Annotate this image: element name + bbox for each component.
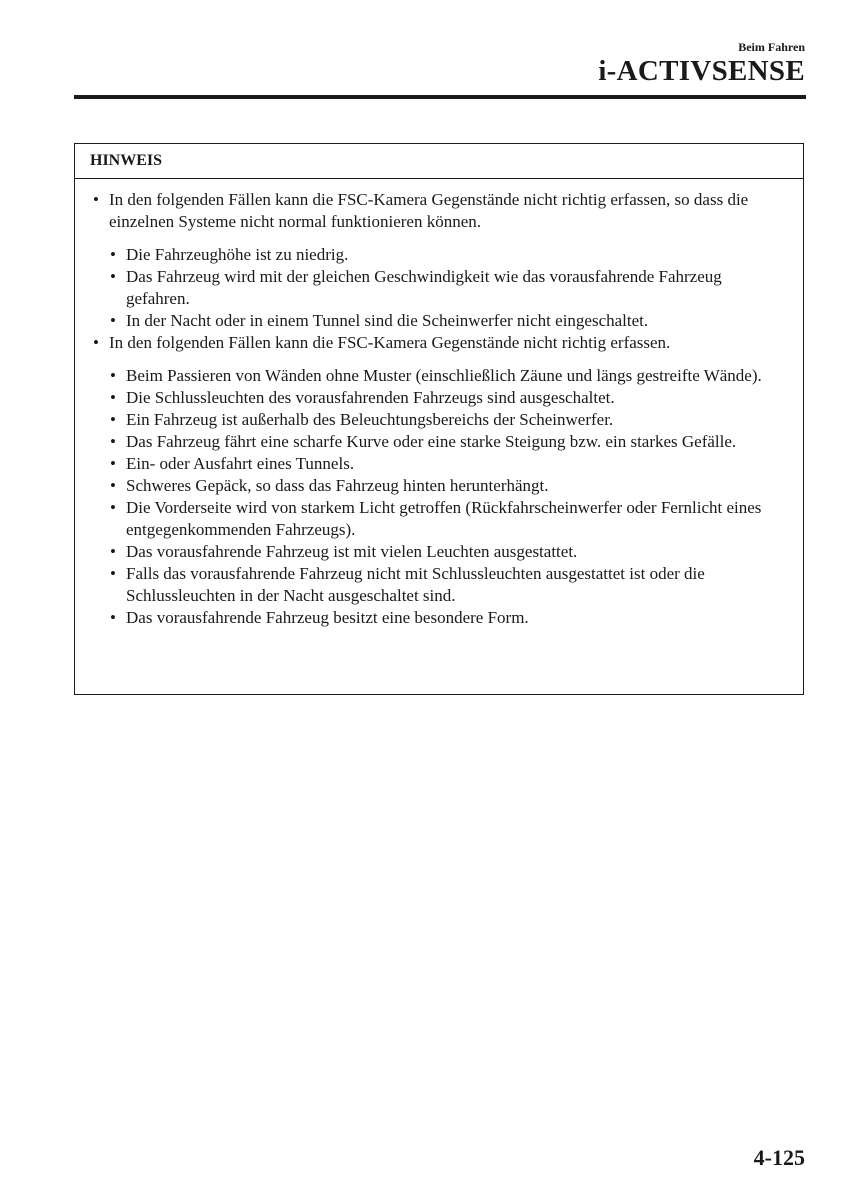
sub-list-item bbox=[106, 431, 789, 453]
bullet-icon: • bbox=[110, 498, 116, 517]
bullet-icon: • bbox=[93, 333, 99, 352]
bullet-icon: • bbox=[110, 410, 116, 429]
sub-list-item bbox=[106, 541, 789, 563]
bullet-icon: • bbox=[110, 542, 116, 561]
sub-item-text: Beim Passieren von Wänden ohne Muster (einschließlich Zäune und längs gestreifte Wände). bbox=[126, 366, 762, 385]
bullet-icon: • bbox=[110, 366, 116, 385]
sub-list-item bbox=[106, 266, 789, 310]
sub-item-text: In der Nacht oder in einem Tunnel sind die Scheinwerfer nicht eingeschaltet. bbox=[126, 311, 649, 330]
sub-item-text: Das vorausfahrende Fahrzeug besitzt eine besondere Form. bbox=[126, 608, 529, 627]
sub-list bbox=[89, 244, 789, 332]
sub-list-item bbox=[106, 409, 789, 431]
section-label: Beim Fahren bbox=[738, 40, 805, 54]
sub-list-item bbox=[106, 453, 789, 475]
bullet-icon: • bbox=[110, 267, 116, 286]
note-heading: HINWEIS bbox=[75, 144, 803, 179]
sub-item-text: Die Vorderseite wird von starkem Licht getroffen (Rückfahrscheinwerfer oder Fernlicht eines entgegenkommenden Fahrzeugs). bbox=[126, 498, 762, 539]
sub-item-text: Ein Fahrzeug ist außerhalb des Beleuchtungsbereichs der Scheinwerfer. bbox=[126, 410, 614, 429]
sub-list-item bbox=[106, 475, 789, 497]
sub-list bbox=[89, 365, 789, 629]
sub-item-text: Das Fahrzeug fährt eine scharfe Kurve oder eine starke Steigung bzw. ein starkes Gefälle. bbox=[126, 432, 737, 451]
bullet-icon: • bbox=[110, 311, 116, 330]
note-body bbox=[75, 179, 803, 629]
header-rule bbox=[74, 95, 806, 99]
sub-list-item bbox=[106, 365, 789, 387]
sub-item-text: Ein- oder Ausfahrt eines Tunnels. bbox=[126, 454, 355, 473]
sub-list-item bbox=[106, 497, 789, 541]
bullet-icon: • bbox=[110, 388, 116, 407]
sub-item-text: Die Fahrzeughöhe ist zu niedrig. bbox=[126, 245, 349, 264]
note-bullet bbox=[89, 332, 789, 354]
sub-item-text: Das vorausfahrende Fahrzeug ist mit vielen Leuchten ausgestattet. bbox=[126, 542, 578, 561]
sub-list-item bbox=[106, 563, 789, 607]
bullet-icon: • bbox=[110, 476, 116, 495]
page-number: 4-125 bbox=[753, 1145, 805, 1170]
note-box bbox=[74, 143, 804, 695]
bullet-icon: • bbox=[93, 190, 99, 209]
sub-item-text: Falls das vorausfahrende Fahrzeug nicht mit Schlussleuchten ausgestattet ist oder die Schlussleuchten in der Nacht ausgeschaltet sind. bbox=[126, 564, 705, 605]
bullet-icon: • bbox=[110, 564, 116, 583]
note-bullet bbox=[89, 189, 789, 233]
sub-list-item bbox=[106, 310, 789, 332]
sub-item-text: Das Fahrzeug wird mit der gleichen Geschwindigkeit wie das vorausfahrende Fahrzeug gefahren. bbox=[126, 267, 722, 308]
sub-list-item bbox=[106, 607, 789, 629]
sub-list-item bbox=[106, 387, 789, 409]
sub-item-text: Schweres Gepäck, so dass das Fahrzeug hinten herunterhängt. bbox=[126, 476, 549, 495]
sub-item-text: Die Schlussleuchten des vorausfahrenden Fahrzeugs sind ausgeschaltet. bbox=[126, 388, 615, 407]
bullet-icon: • bbox=[110, 454, 116, 473]
page-title: i-ACTIVSENSE bbox=[598, 55, 805, 87]
note-intro-text: In den folgenden Fällen kann die FSC-Kamera Gegenstände nicht richtig erfassen. bbox=[109, 333, 671, 352]
sub-list-item bbox=[106, 244, 789, 266]
bullet-icon: • bbox=[110, 245, 116, 264]
bullet-icon: • bbox=[110, 432, 116, 451]
bullet-icon: • bbox=[110, 608, 116, 627]
note-intro-text: In den folgenden Fällen kann die FSC-Kamera Gegenstände nicht richtig erfassen, so dass die einzelnen Systeme nicht normal funktionieren können. bbox=[109, 190, 749, 231]
